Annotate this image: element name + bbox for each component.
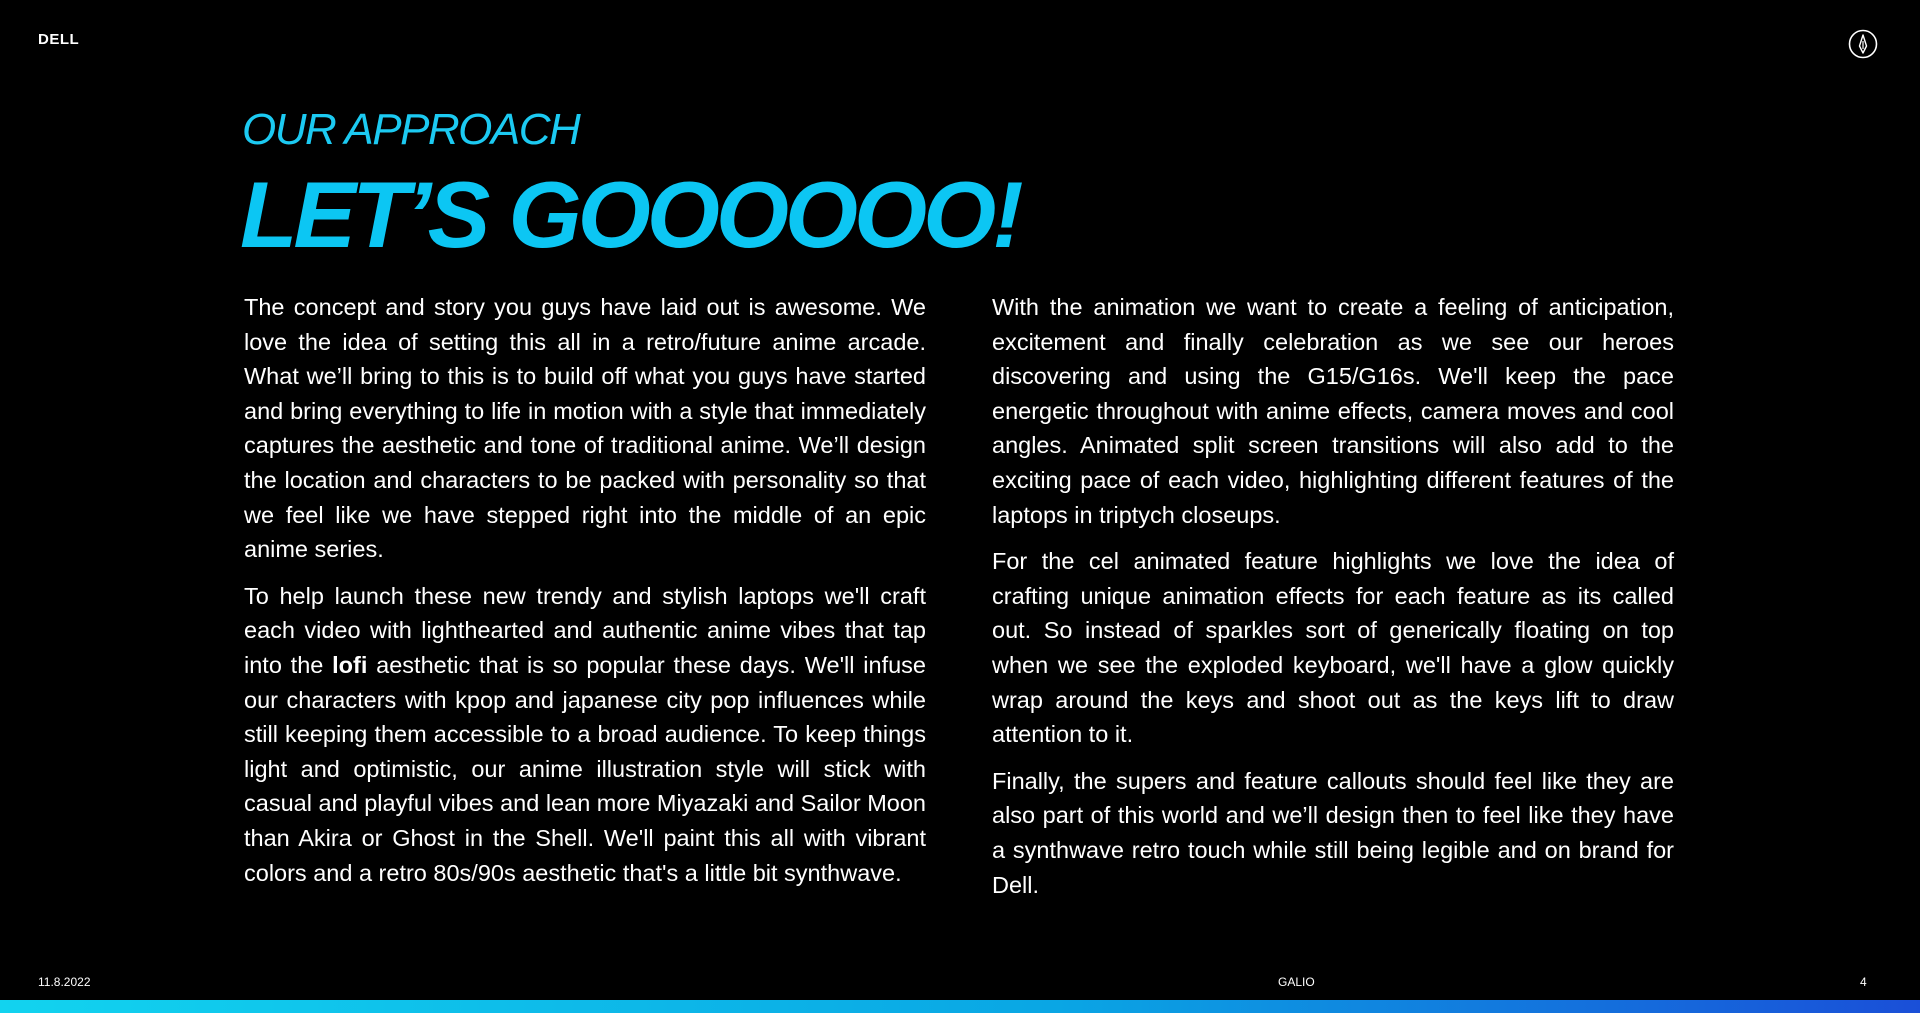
page-title: LET’S GOOOOOO! [240, 162, 1020, 267]
lofi-emphasis: lofi [332, 651, 368, 678]
footer-project-name: GALIO [1278, 975, 1315, 989]
right-paragraph-3: Finally, the supers and feature callouts should feel like they are also part of this world and we’ll design then to feel like they have a synthwave retro touch while still being legible and on brand for Dell. [992, 767, 1674, 898]
page-number: 4 [1860, 975, 1867, 989]
footer-date: 11.8.2022 [38, 975, 91, 989]
left-paragraph-2 [244, 579, 926, 890]
dell-logo: DELL [38, 31, 80, 48]
right-column [992, 290, 1674, 914]
left-paragraph-2-end: aesthetic that is so popular these days. We'll infuse our characters with kpop and japanese city pop influences while still keeping them accessible to a broad audience. To keep things light and optimistic, our anime illustration style will stick with casual and playful vibes and lean more Miyazaki and Sailor Moon than Akira or Ghost in the Shell. We'll paint this all with vibrant colors and a retro 80s/90s aesthetic that's a little bit synthwave. [244, 651, 926, 886]
pen-nib-circle-icon [1848, 29, 1878, 59]
right-paragraph-1: With the animation we want to create a feeling of anticipation, excitement and finally celebration as we see our heroes discovering and using the G15/G16s. We'll keep the pace energetic throughout with anime effects, camera moves and cool angles. Animated split screen transitions will also add to the exciting pace of each video, highlighting different features of the laptops in triptych closeups. [992, 294, 1674, 528]
section-kicker: OUR APPROACH [242, 105, 580, 154]
left-paragraph-1: The concept and story you guys have laid out is awesome. We love the idea of setting this all in a retro/future anime arcade. What we’ll bring to this is to build off what you guys have started and bring everything to life in motion with a style that immediately captures the aesthetic and tone of traditional anime. We’ll design the location and characters to be packed with personality so that we feel like we have stepped right into the middle of an epic anime series. [244, 294, 926, 563]
left-paragraph-2-start: To help launch these new trendy and stylish laptops we'll craft each video with lighthearted and authentic anime vibes that tap into the [244, 582, 926, 678]
right-paragraph-2: For the cel animated feature highlights we love the idea of crafting unique animation effects for each feature as its called out. So instead of sparkles sort of generically floating on top when we see the exploded keyboard, we'll have a glow quickly wrap around the keys and shoot out as the keys lift to draw attention to it. [992, 548, 1674, 748]
gradient-bottom-bar [0, 1000, 1920, 1013]
left-column [244, 290, 926, 902]
